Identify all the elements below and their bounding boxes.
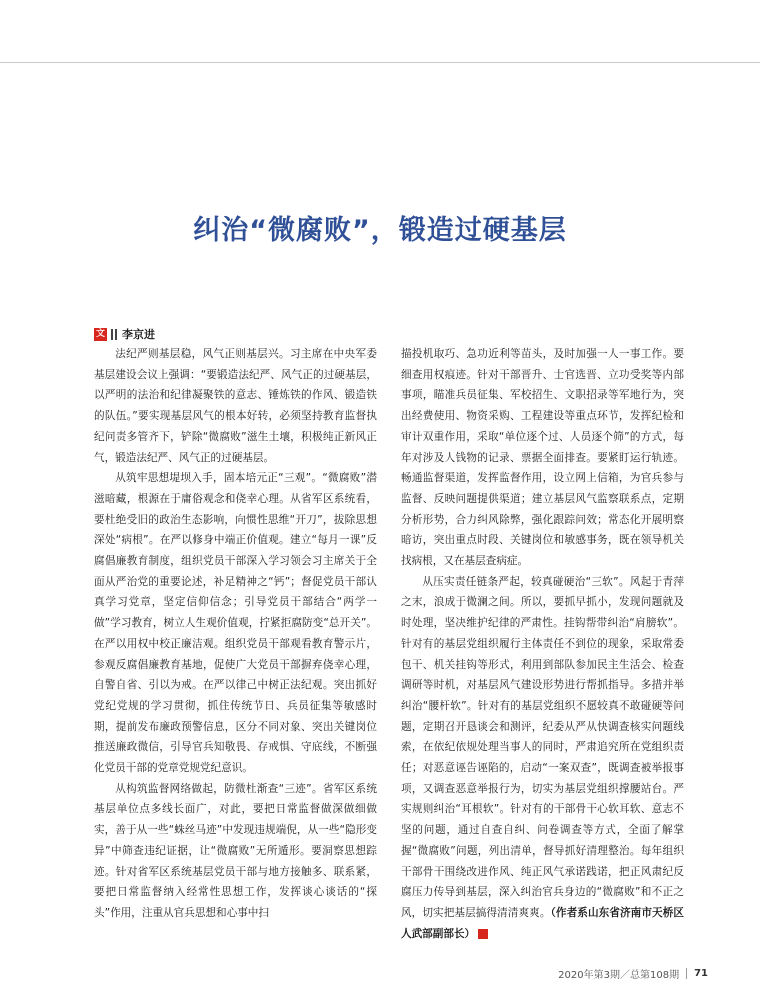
right-column xyxy=(401,344,684,944)
paragraph xyxy=(401,572,684,945)
byline-separator xyxy=(111,329,113,340)
byline-badge: 文 xyxy=(95,328,105,339)
page-footer xyxy=(558,966,708,981)
paragraph: 法纪严则基层稳，风气正则基层兴。习主席在中央军委基层建设会议上强调：“要锻造法纪严、风气正的过硬基层，以严明的法治和纪律凝聚铁的意志、锤炼铁的作风、锻造铁的队伍。”要实现基层风气的根本好转，必须坚持教育监督执纪问责多管齐下，铲除“微腐败”滋生土壤，积极纯正新风正气，锻造法纪严、风气正的过硬基层。 xyxy=(94,348,377,464)
footer-divider xyxy=(686,968,687,979)
issue-info: 2020年第3期／总第108期 xyxy=(558,970,680,981)
author-note: （作者系山东省济南市天桥区人武部副部长） xyxy=(401,906,684,940)
paragraph-text: 从压实责任链条严起，较真碰硬治“三软”。风起于青萍之末，浪成于微澜之间。所以，要抓早抓小，发现问题就及时处理，坚决维护纪律的严肃性。挂钩帮带纠治“肩膀软”。针对有的基层党组织履行主体责任不到位的现象，采取常委包干、机关挂钩等形式，利用到部队参加民主生活会、检查调研等时机，对基层风气建设形势进行帮抓指导。多措并举纠治“腰杆软”。针对有的基层党组织不愿较真不敢碰硬等问题，定期召开恳谈会和测评，纪委从严从快调查核实问题线索，在依纪依规处理当事人的同时，严肃追究所在党组织责任；对恶意诬告诬陷的，启动“一案双查”，既调查被举报事项，又调查恶意举报行为，切实为基层党组织撑腰站台。严实规则纠治“耳根软”。针对有的干部骨干心软耳软、意志不坚的问题，通过自查自纠、问卷调查等方式，全面了解掌握“微腐败”问题，列出清单，督导抓好清理整治。每年组织干部骨干围绕改进作风、纯正风气承诺践诺，把正风肃纪反腐压力传导到基层，深入纠治官兵身边的“微腐败”和不正之风，切实把基层搞得清清爽爽。 xyxy=(401,575,684,919)
paragraph: 描投机取巧、急功近利等苗头，及时加强一人一事工作。要细查用权痕迹。针对干部晋升、士官选晋、立功受奖等内部事项，瞄准兵员征集、军校招生、文职招录等军地行为，突出经费使用、物资采购、工程建设等重点环节，发挥纪检和审计双重作用，采取“单位逐个过、人员逐个筛”的方式，每年对涉及人钱物的记录、票据全面排查。要紧盯运行轨迹。畅通监督渠道，发挥监督作用，设立网上信箱，为官兵参与监督、反映问题提供渠道；建立基层风气监察联系点，定期分析形势，合力纠风除弊，强化跟踪问效；常态化开展明察暗访，突出重点时段、关键岗位和敏感事务，既在领导机关找病根，又在基层查病症。 xyxy=(401,348,684,568)
left-column xyxy=(94,344,377,924)
byline xyxy=(94,326,155,342)
article-title: 纠治“微腐败”，锻造过硬基层 xyxy=(193,215,567,246)
byline-separator xyxy=(115,329,117,340)
author-name: 李京进 xyxy=(122,328,155,341)
end-mark-icon: C xyxy=(478,929,488,939)
top-divider xyxy=(0,62,760,63)
page-number: 71 xyxy=(694,968,708,979)
paragraph: 从构筑监督网络做起，防微杜渐查“三迹”。省军区系统基层单位点多线长面广，对此，要把日常监督做深做细做实，善于从一些“蛛丝马迹”中发现违规端倪，从一些“隐形变异”中筛查违纪证据，让“微腐败”无所遁形。要洞察思想踪迹。针对省军区系统基层党员干部与地方接触多、联系紧，要把日常监督纳入经常性思想工作，发挥谈心谈话的“探头”作用，注重从官兵思想和心事中扫 xyxy=(94,782,377,919)
paragraph: 从筑牢思想堤坝入手，固本培元正“三观”。“微腐败”潜滋暗藏，根源在于庸俗观念和侥幸心理。从省军区系统看，要杜绝受旧的政治生态影响，向惯性思维“开刀”，拔除思想深处“病根”。在严以修身中端正价值观。建立“每月一课”反腐倡廉教育制度，组织党员干部深入学习领会习主席关于全面从严治党的重要论述，补足精神之“钙”；督促党员干部认真学习党章，坚定信仰信念；引导党员干部结合“两学一做”学习教育，树立人生观价值观，拧紧拒腐防变“总开关”。在严以用权中校正廉洁观。组织党员干部观看教育警示片，参观反腐倡廉教育基地，促使广大党员干部摒弃侥幸心理，自警自省、引以为戒。在严以律己中树正法纪观。突出抓好党纪党规的学习贯彻，抓住传统节日、兵员征集等敏感时期，提前发布廉政预警信息，区分不同对象、突出关键岗位推送廉政微信，引导官兵知敬畏、存戒惧、守底线，不断强化党员干部的党章党规党纪意识。 xyxy=(94,472,377,775)
